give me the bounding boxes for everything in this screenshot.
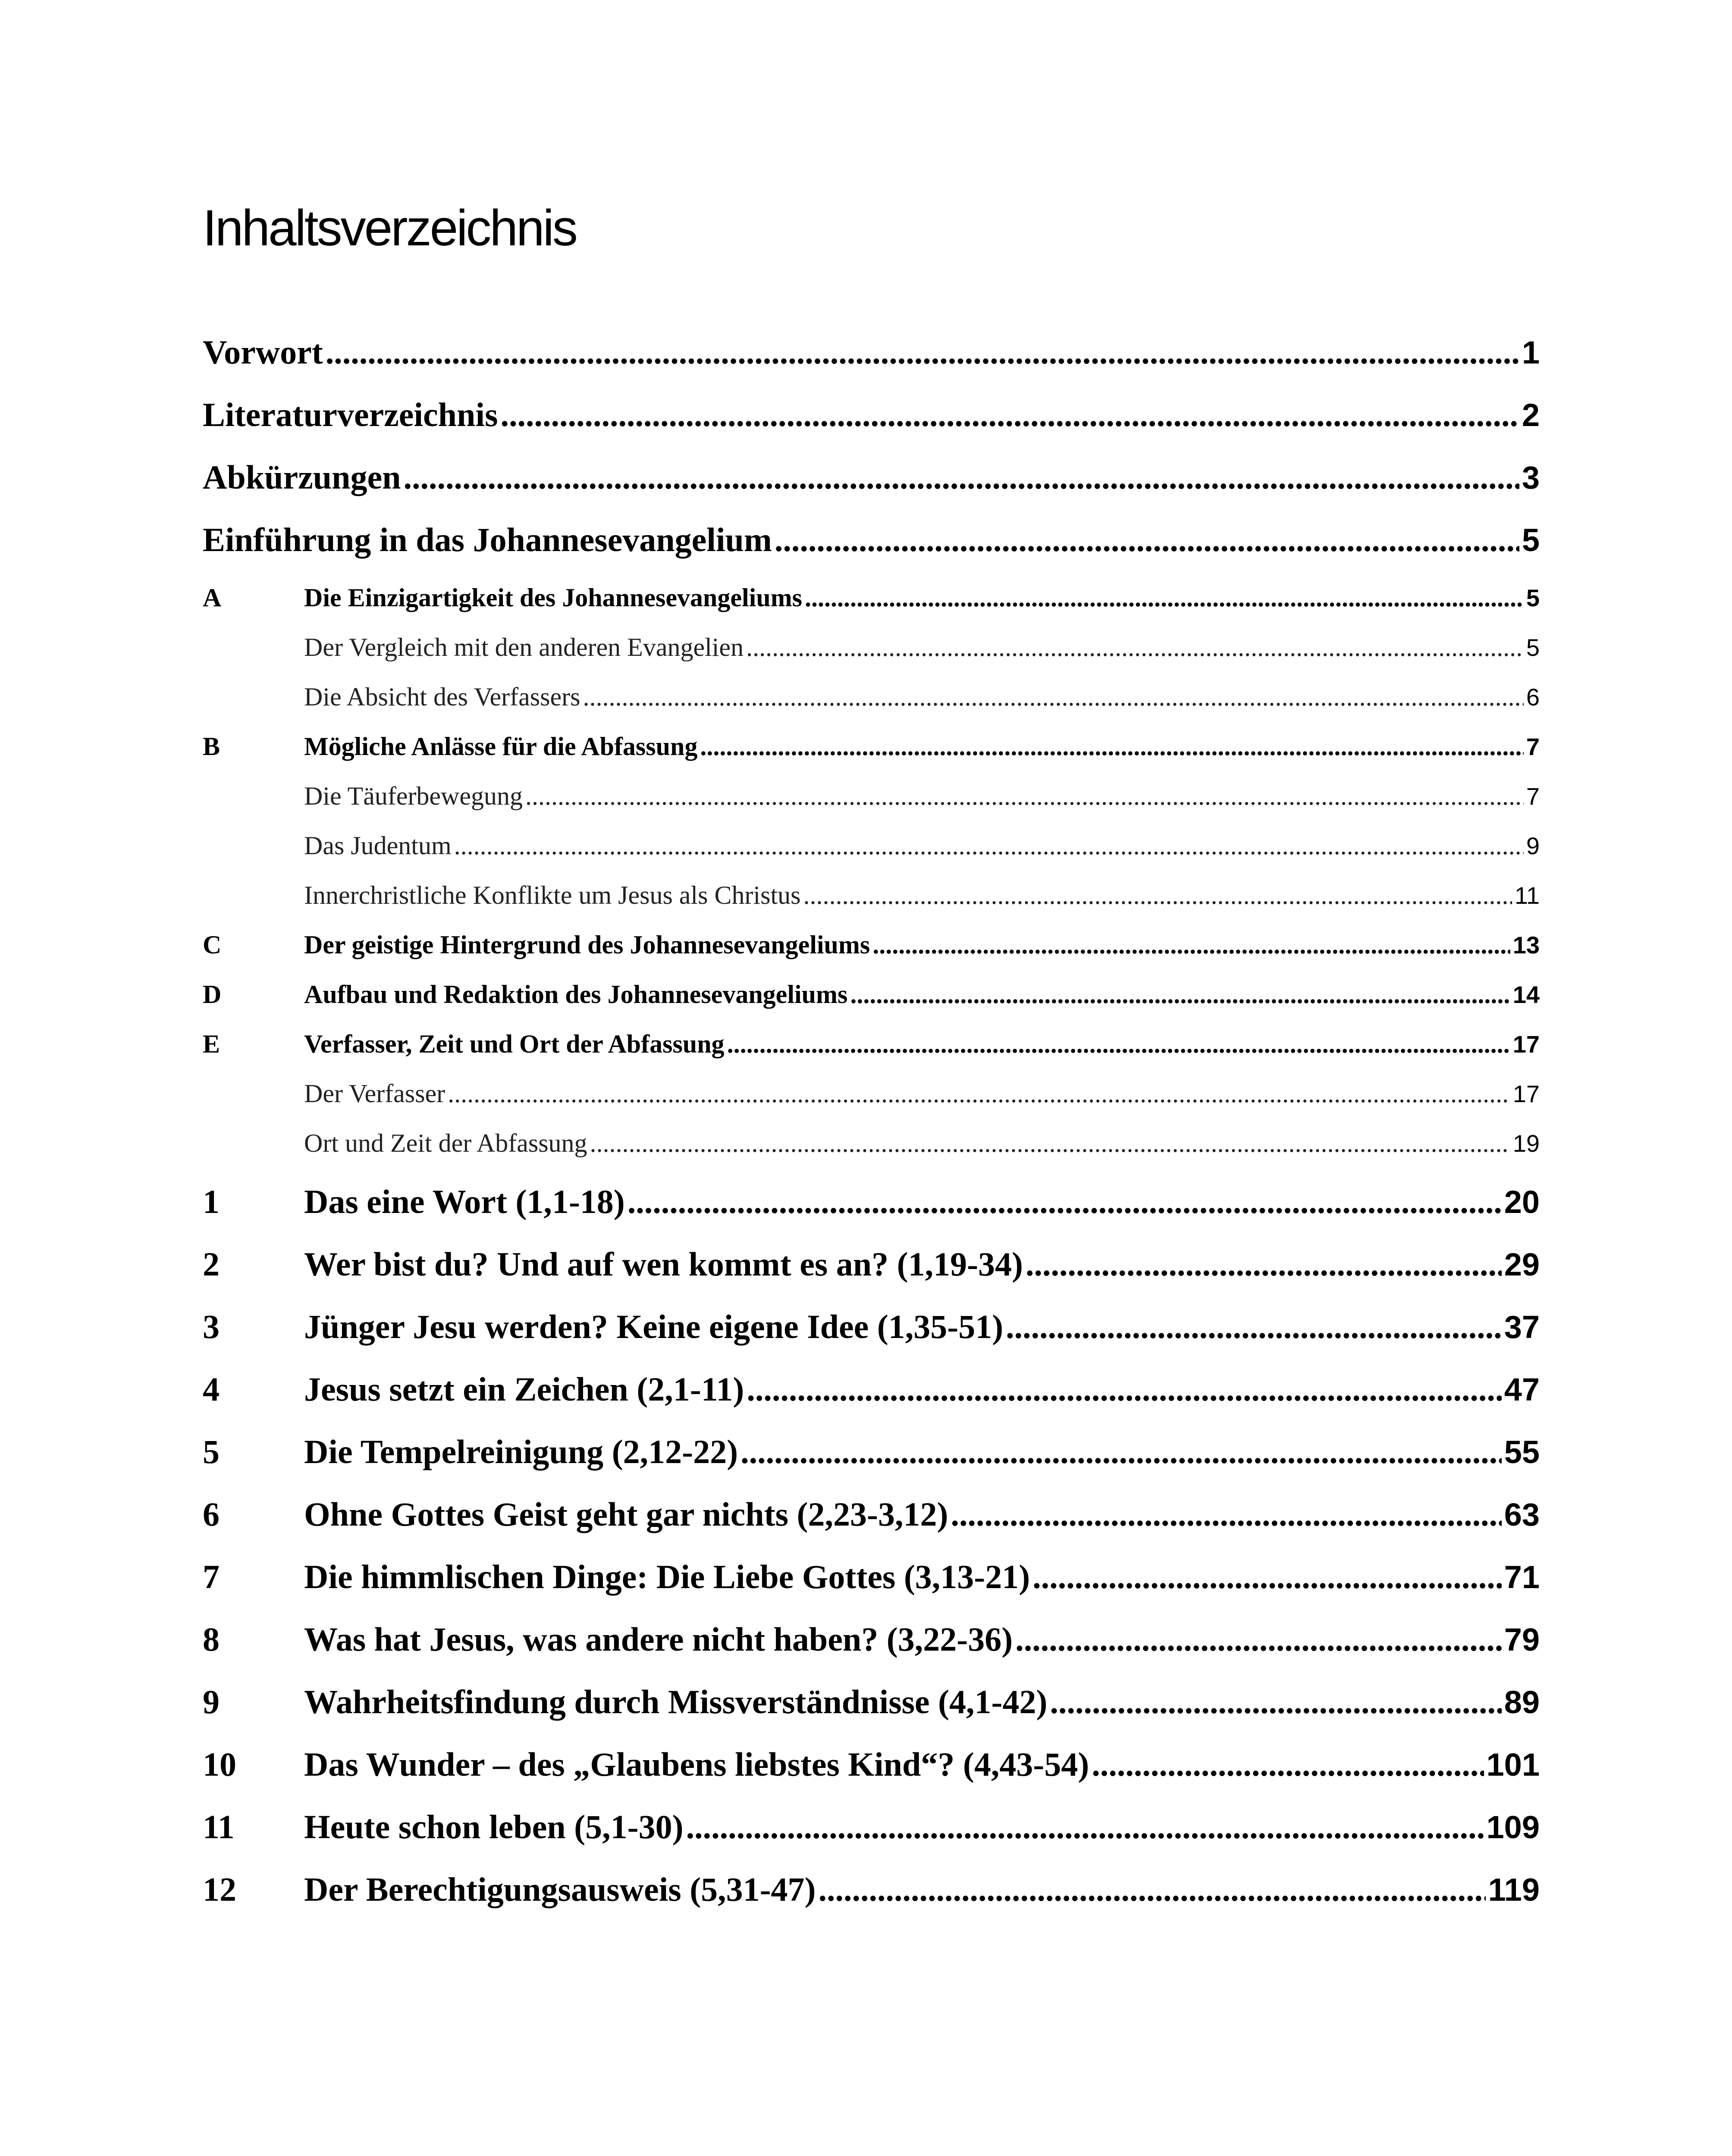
toc-page-number: 17 (1512, 1080, 1540, 1107)
toc-entry-label: Die himmlischen Dinge: Die Liebe Gottes (3,13-21) (304, 1558, 1030, 1595)
toc-page-number: 11 (1514, 882, 1540, 909)
toc-entry-label: Der Vergleich mit den anderen Evangelien (304, 633, 744, 661)
toc-entry-label: Mögliche Anlässe für die Abfassung (304, 732, 698, 761)
toc-page-number: 119 (1488, 1872, 1540, 1908)
toc-page-number: 47 (1504, 1372, 1540, 1407)
toc-leader (590, 1128, 1510, 1158)
toc-chapter-6[interactable] (203, 1495, 1540, 1534)
toc-section-b[interactable] (203, 732, 1540, 761)
toc-subsection[interactable] (203, 682, 1540, 712)
toc-chapter-9[interactable] (203, 1683, 1540, 1721)
toc-section-d[interactable] (203, 980, 1540, 1009)
toc-entry-label: Ohne Gottes Geist geht gar nichts (2,23-3,12) (304, 1495, 948, 1533)
toc-entry-label: Heute schon leben (5,1-30) (304, 1808, 684, 1846)
toc-page-number: 29 (1504, 1247, 1540, 1282)
toc-page-number: 7 (1526, 733, 1540, 760)
toc-chapter-5[interactable] (203, 1432, 1540, 1471)
toc-page-number: 55 (1504, 1434, 1540, 1470)
toc-chapter-number: 4 (203, 1370, 220, 1408)
toc-chapter-number: 1 (203, 1183, 220, 1220)
toc-entry-label: Vorwort (203, 333, 323, 371)
toc-leader (403, 458, 1519, 497)
toc-entry-einfuehrung[interactable] (203, 520, 1540, 559)
toc-leader (850, 980, 1510, 1009)
toc-leader (326, 333, 1519, 372)
toc-page-number: 5 (1526, 634, 1540, 661)
toc-chapter-1[interactable] (203, 1182, 1540, 1221)
toc-entry-label: Die Absicht des Verfassers (304, 683, 580, 711)
toc-entry-label: Jesus setzt ein Zeichen (2,1-11) (304, 1370, 744, 1408)
toc-page-number: 17 (1512, 1031, 1540, 1058)
toc-page-number: 79 (1504, 1622, 1540, 1658)
toc-entry-label: Wer bist du? Und auf wen kommt es an? (1,19-34) (304, 1245, 1023, 1283)
toc-entry-label: Einführung in das Johannesevangelium (203, 521, 772, 558)
toc-entry-label: Die Tempelreinigung (2,12-22) (304, 1433, 738, 1470)
toc-entry-literaturverzeichnis[interactable] (203, 395, 1540, 434)
toc-leader (951, 1495, 1501, 1534)
toc-chapter-number: 6 (203, 1495, 220, 1533)
toc-leader (1026, 1245, 1502, 1284)
toc-leader (1092, 1745, 1484, 1784)
toc-entry-label: Verfasser, Zeit und Ort der Abfassung (304, 1030, 725, 1058)
toc-section-letter: B (203, 732, 220, 761)
toc-page-number: 101 (1486, 1747, 1540, 1783)
toc-chapter-11[interactable] (203, 1808, 1540, 1846)
toc-leader (727, 1029, 1510, 1059)
toc-entry-label: Der Verfasser (304, 1079, 446, 1108)
toc-page-number: 14 (1512, 981, 1540, 1008)
toc-chapter-4[interactable] (203, 1370, 1540, 1409)
toc-leader (1050, 1683, 1501, 1721)
toc-page-number: 89 (1504, 1684, 1540, 1720)
toc-chapter-number: 2 (203, 1245, 220, 1283)
toc-leader (700, 732, 1523, 761)
toc-entry-label: Ort und Zeit der Abfassung (304, 1129, 587, 1157)
toc-page-number: 6 (1526, 683, 1540, 711)
toc-entry-label: Abkürzungen (203, 458, 401, 496)
toc-entry-label: Die Einzigartigkeit des Johannesevangeliums (304, 583, 803, 612)
toc-entry-label: Jünger Jesu werden? Keine eigene Idee (1,35-51) (304, 1308, 1004, 1345)
toc-chapter-number: 7 (203, 1558, 220, 1595)
toc-page-number: 9 (1526, 832, 1540, 859)
toc-chapter-10[interactable] (203, 1745, 1540, 1784)
toc-leader (628, 1182, 1502, 1221)
toc-section-c[interactable] (203, 930, 1540, 960)
toc-entry-label: Wahrheitsfindung durch Missverständnisse (4,1-42) (304, 1683, 1048, 1720)
toc-section-e[interactable] (203, 1029, 1540, 1059)
toc-page-number: 63 (1504, 1497, 1540, 1532)
toc-chapter-12[interactable] (203, 1870, 1540, 1909)
toc-subsection[interactable] (203, 1079, 1540, 1109)
toc-leader (500, 395, 1519, 434)
toc-entry-label: Innerchristliche Konflikte um Jesus als Christus (304, 881, 801, 909)
toc-entry-abkuerzungen[interactable] (203, 458, 1540, 497)
page-title: Inhaltsverzeichnis (203, 200, 576, 257)
toc-leader (454, 831, 1524, 861)
toc-page-number: 109 (1486, 1809, 1540, 1845)
toc-page-number: 37 (1504, 1309, 1540, 1345)
toc-leader (1015, 1620, 1501, 1659)
toc-leader (747, 1370, 1501, 1409)
toc-subsection[interactable] (203, 633, 1540, 662)
toc-leader (819, 1870, 1486, 1909)
toc-entry-label: Der geistige Hintergrund des Johannesevangeliums (304, 931, 870, 959)
toc-page-number: 20 (1504, 1184, 1540, 1220)
toc-entry-label: Literaturverzeichnis (203, 396, 498, 433)
toc-chapter-number: 5 (203, 1433, 220, 1470)
toc-page-number: 5 (1522, 522, 1540, 558)
toc-section-a[interactable] (203, 583, 1540, 613)
toc-leader (746, 633, 1524, 662)
toc-page-number: 3 (1522, 460, 1540, 495)
toc-page-number: 1 (1522, 335, 1540, 370)
toc-chapter-2[interactable] (203, 1245, 1540, 1284)
toc-entry-label: Der Berechtigungsausweis (5,31-47) (304, 1871, 816, 1908)
toc-page-number: 19 (1512, 1130, 1540, 1157)
toc-subsection[interactable] (203, 781, 1540, 811)
toc-chapter-number: 8 (203, 1620, 220, 1658)
toc-chapter-3[interactable] (203, 1307, 1540, 1346)
toc-entry-label: Aufbau und Redaktion des Johannesevangeliums (304, 980, 848, 1009)
toc-chapter-number: 3 (203, 1308, 220, 1345)
toc-page-number: 7 (1526, 783, 1540, 810)
toc-leader (805, 583, 1524, 613)
toc-page-number: 13 (1512, 931, 1540, 959)
toc-leader (583, 682, 1523, 712)
toc-entry-label: Das eine Wort (1,1-18) (304, 1183, 625, 1220)
toc-chapter-7[interactable] (203, 1557, 1540, 1596)
toc-chapter-8[interactable] (203, 1620, 1540, 1659)
toc-chapter-number: 11 (203, 1808, 235, 1846)
toc-leader (740, 1432, 1502, 1471)
toc-leader (525, 781, 1524, 811)
toc-entry-label: Was hat Jesus, was andere nicht haben? (3,22-36) (304, 1620, 1013, 1658)
toc-leader (872, 930, 1510, 960)
toc-leader (803, 881, 1512, 910)
toc-leader (1032, 1557, 1501, 1596)
toc-entry-label: Die Täuferbewegung (304, 782, 523, 810)
toc-leader (775, 520, 1519, 559)
toc-subsection[interactable] (203, 881, 1540, 910)
toc-section-letter: D (203, 980, 222, 1009)
toc-section-letter: C (203, 931, 222, 959)
toc-entry-label: Das Wunder – des „Glaubens liebstes Kind“? (4,43-54) (304, 1745, 1089, 1783)
toc-page-number: 2 (1522, 397, 1540, 433)
toc-subsection[interactable] (203, 831, 1540, 861)
toc-leader (1006, 1307, 1502, 1346)
toc-page-number: 71 (1504, 1559, 1540, 1595)
toc-section-letter: E (203, 1030, 220, 1058)
toc-section-letter: A (203, 583, 222, 612)
toc-entry-vorwort[interactable] (203, 333, 1540, 372)
toc-leader (686, 1808, 1484, 1846)
toc-entry-label: Das Judentum (304, 831, 452, 860)
toc-chapter-number: 9 (203, 1683, 220, 1720)
toc-chapter-number: 10 (203, 1745, 236, 1783)
toc-chapter-number: 12 (203, 1871, 236, 1908)
toc-subsection[interactable] (203, 1128, 1540, 1158)
toc-page-number: 5 (1526, 584, 1540, 611)
toc-leader (448, 1079, 1510, 1109)
